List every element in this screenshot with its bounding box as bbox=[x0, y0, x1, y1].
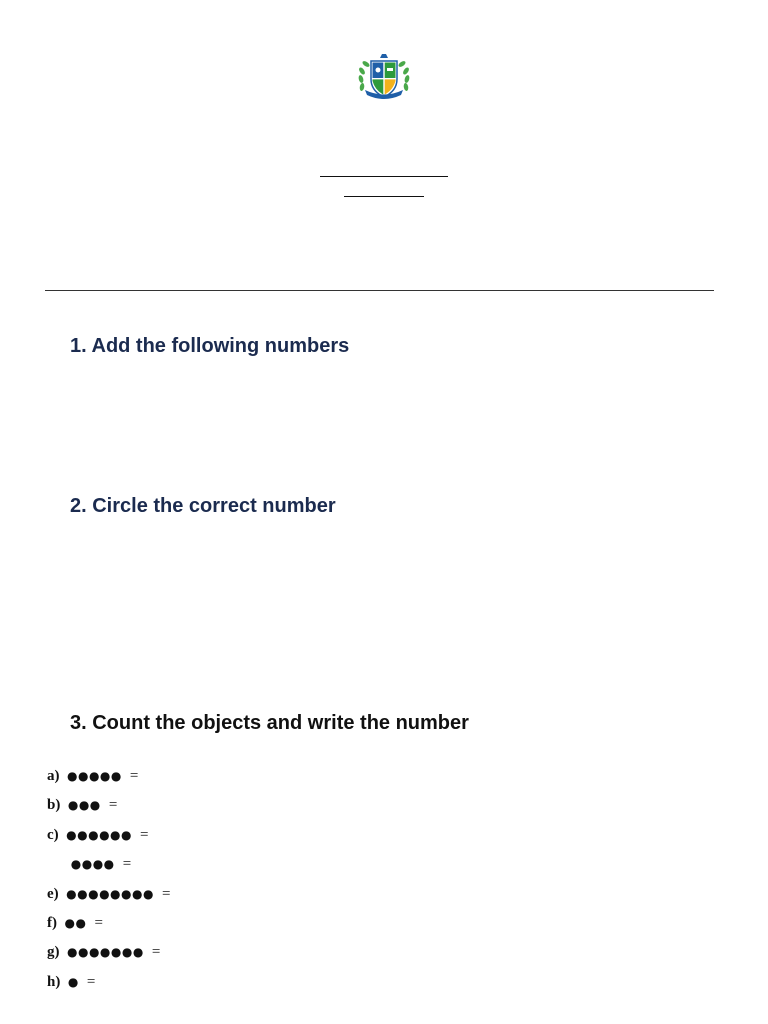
equals-sign: = bbox=[94, 914, 103, 931]
list-item bbox=[47, 823, 170, 852]
equals-sign: = bbox=[122, 856, 132, 873]
list-item bbox=[47, 911, 170, 940]
count-objects-list bbox=[47, 764, 170, 999]
equals-sign: = bbox=[129, 768, 139, 784]
list-item bbox=[47, 882, 170, 911]
dots-group: ●●●●●●●● bbox=[66, 886, 159, 901]
equals-sign: = bbox=[108, 797, 118, 814]
crest-top-icon bbox=[380, 54, 388, 58]
item-label: h) bbox=[47, 973, 65, 990]
dots-group: ● bbox=[67, 974, 84, 989]
item-label: g) bbox=[47, 944, 64, 961]
item-label: c) bbox=[47, 826, 63, 843]
dots-group: ●●●● bbox=[70, 857, 119, 872]
equals-sign: = bbox=[140, 826, 149, 843]
shield-icon bbox=[371, 61, 397, 97]
item-label: f) bbox=[47, 914, 61, 931]
item-label: b) bbox=[47, 797, 65, 814]
title-blank-line bbox=[320, 176, 448, 177]
school-crest-logo bbox=[353, 49, 415, 107]
list-item bbox=[47, 852, 170, 881]
dots-group: ●●●●● bbox=[67, 769, 127, 783]
item-label: a) bbox=[47, 768, 64, 784]
dots-group: ●●●●●● bbox=[66, 827, 137, 842]
subtitle-blank-line bbox=[344, 196, 424, 197]
list-item bbox=[47, 970, 170, 999]
section-3-heading: 3. Count the objects and write the number bbox=[70, 712, 469, 734]
dots-group: ●●●●●●● bbox=[67, 945, 149, 960]
list-item bbox=[47, 793, 170, 822]
header-divider bbox=[45, 290, 714, 291]
dots-group: ●● bbox=[64, 915, 91, 930]
list-item bbox=[47, 940, 170, 969]
section-2-heading: 2. Circle the correct number bbox=[70, 495, 336, 517]
equals-sign: = bbox=[86, 973, 96, 990]
list-item bbox=[47, 764, 170, 793]
equals-sign: = bbox=[162, 885, 171, 902]
section-1-heading: 1. Add the following numbers bbox=[70, 335, 350, 357]
equals-sign: = bbox=[151, 944, 161, 961]
dots-group: ●●● bbox=[67, 798, 106, 813]
item-label: e) bbox=[47, 885, 63, 902]
